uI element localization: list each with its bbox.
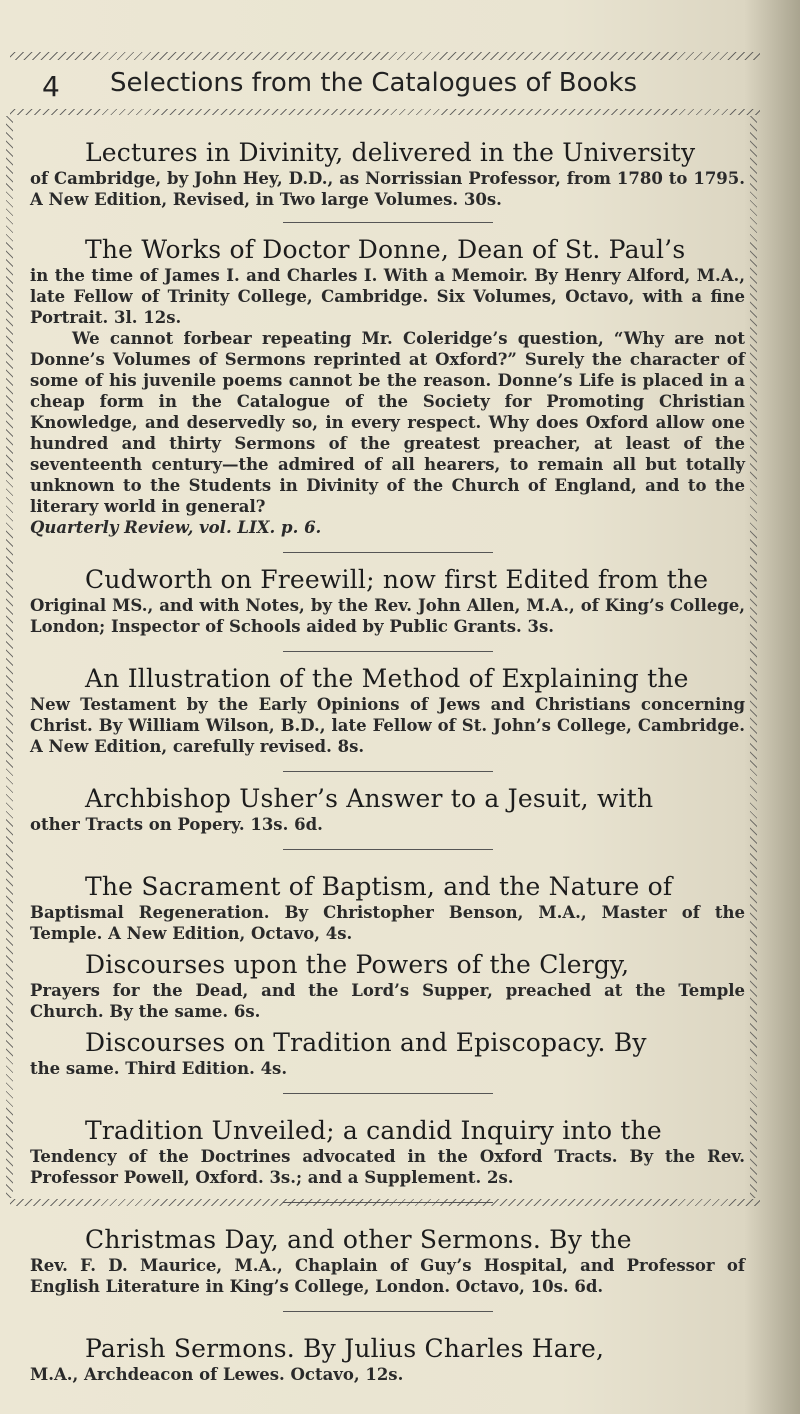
entry-title: Cudworth on Freewill; now first Edited from the <box>85 565 709 594</box>
entry-maurice-sermons <box>30 1225 745 1297</box>
entry-title: The Sacrament of Baptism, and the Nature of <box>85 872 673 901</box>
entry-description: Baptismal Regeneration. By Christopher Benson, M.A., Master of the Temple. A New Edition, Octavo, 4s. <box>30 903 745 943</box>
entry-title: An Illustration of the Method of Explaining the <box>85 664 689 693</box>
entry-tradition-unveiled <box>30 1116 745 1188</box>
entry-description: Prayers for the Dead, and the Lord’s Supper, preached at the Temple Church. By the same. 6s. <box>30 981 745 1021</box>
entry-description: M.A., Archdeacon of Lewes. Octavo, 12s. <box>30 1365 404 1384</box>
entry-description: Original MS., and with Notes, by the Rev. John Allen, M.A., of King’s College, London; Inspector of Schools aided by Public Grants. 3s. <box>30 596 745 636</box>
divider <box>283 651 493 652</box>
entry-hey-lectures <box>30 138 745 210</box>
entry-description: the same. Third Edition. 4s. <box>30 1059 288 1078</box>
entry-donne-works <box>30 235 745 538</box>
header-border-ornament <box>10 109 760 115</box>
running-head: Selections from the Catalogues of Books <box>110 68 638 98</box>
right-border-ornament <box>750 116 757 1198</box>
entry-benson-baptism <box>30 872 745 944</box>
entry-description: New Testament by the Early Opinions of Jews and Christians concerning Christ. By William Wilson, B.D., late Fellow of St. John’s College, Cambridge. A New Edition, carefully revised. 8s. <box>30 695 745 756</box>
divider <box>283 1311 493 1312</box>
entry-title: Discourses on Tradition and Episcopacy. By <box>85 1028 647 1057</box>
entry-title: Christmas Day, and other Sermons. By the <box>85 1225 632 1254</box>
divider <box>283 849 493 850</box>
entry-benson-discourses-tradition <box>30 1028 745 1079</box>
catalogue-entries <box>30 138 745 1385</box>
entry-description: Rev. F. D. Maurice, M.A., Chaplain of Guy’s Hospital, and Professor of English Literature in King’s College, London. Octavo, 10s. 6d. <box>30 1256 745 1296</box>
entry-usher-answer <box>30 784 745 835</box>
divider <box>283 1093 493 1094</box>
bottom-border-ornament <box>10 1199 760 1206</box>
entry-title: Lectures in Divinity, delivered in the University <box>85 138 696 167</box>
entry-hare-sermons <box>30 1334 745 1385</box>
entry-benson-discourses-clergy <box>30 950 745 1022</box>
entry-title: Archbishop Usher’s Answer to a Jesuit, with <box>85 784 654 813</box>
entry-title: Tradition Unveiled; a candid Inquiry into the <box>85 1116 662 1145</box>
entry-wilson-illustration <box>30 664 745 757</box>
entry-description: in the time of James I. and Charles I. With a Memoir. By Henry Alford, M.A., late Fellow of Trinity College, Cambridge. Six Volumes, Octavo, with a fine Portrait. 3l. 12s. <box>30 266 745 327</box>
entry-cudworth <box>30 565 745 637</box>
entry-description: of Cambridge, by John Hey, D.D., as Norrissian Professor, from 1780 to 1795. A New Edition, Revised, in Two large Volumes. 30s. <box>30 169 745 209</box>
entry-title: The Works of Doctor Donne, Dean of St. Paul’s <box>85 235 686 264</box>
entry-title: Parish Sermons. By Julius Charles Hare, <box>85 1334 605 1363</box>
entry-description: Tendency of the Doctrines advocated in the Oxford Tracts. By the Rev. Professor Powell, Oxford. 3s.; and a Supplement. 2s. <box>30 1147 745 1187</box>
entry-title: Discourses upon the Powers of the Clergy, <box>85 950 630 979</box>
review-quote: We cannot forbear repeating Mr. Coleridge’s question, “Why are not Donne’s Volumes of Sermons reprinted at Oxford?” Surely the character of some of his juvenile poems cannot be the reason. Donne’s Life is placed in a cheap form in the Catalogue of the Society for Promoting Christian Knowledge, and deservedly so, in every respect. Why does Oxford allow one hundred and thirty Sermons of the greatest preacher, at least of the seventeenth century—the admired of all hearers, to remain all but totally unknown to the Students in Divinity of the Church of England, and to the literary world in general? <box>30 329 745 516</box>
page-number: 4 <box>42 70 60 103</box>
entry-description: other Tracts on Popery. 13s. 6d. <box>30 815 323 834</box>
top-border-ornament <box>10 52 760 60</box>
divider <box>283 771 493 772</box>
review-source: Quarterly Review, vol. LIX. p. 6. <box>30 518 322 537</box>
left-border-ornament <box>6 116 13 1198</box>
divider <box>283 222 493 223</box>
divider <box>283 552 493 553</box>
